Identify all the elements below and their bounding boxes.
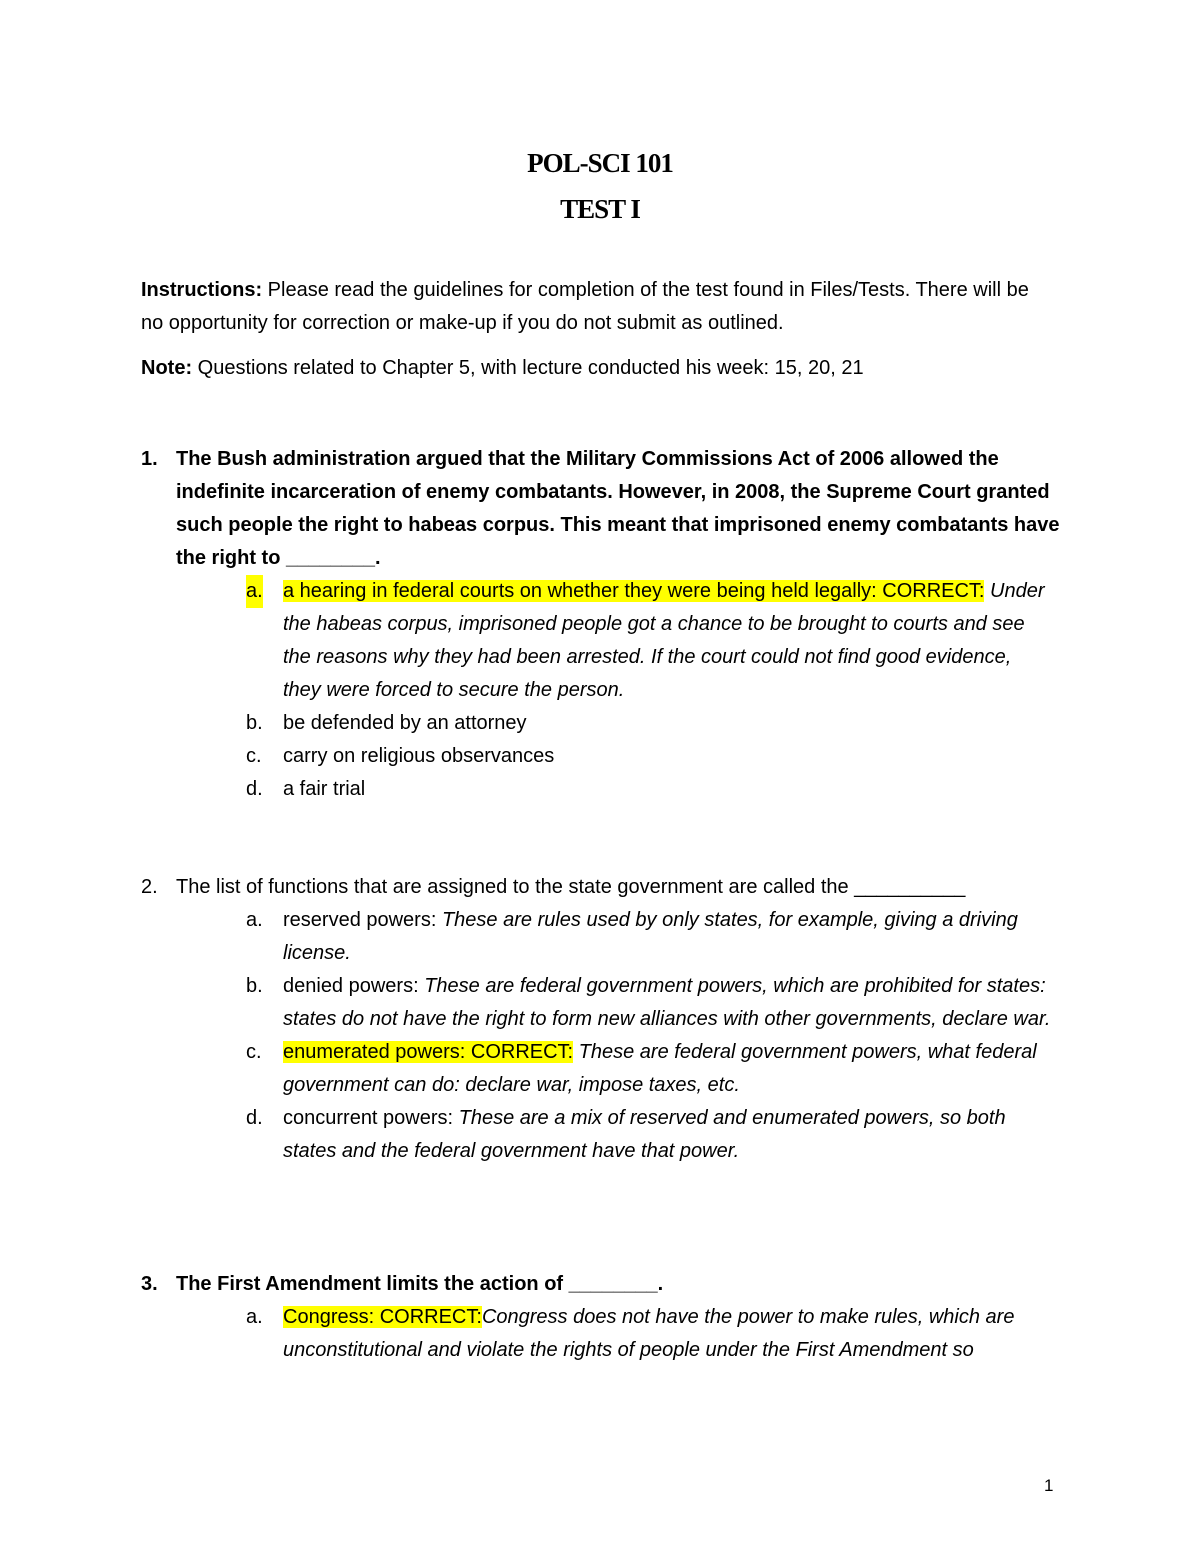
option-explanation: These are rules used by only states, for example, giving a driving license. [283,909,1018,964]
note-paragraph [141,352,1051,385]
option-answer-correct: a hearing in federal courts on whether they were being held legally: CORRECT: [283,580,985,602]
page-number: 1 [1044,1476,1054,1495]
instructions-text: Please read the guidelines for completion of the test found in Files/Tests. There will be no opportunity for correction or make-up if you do not submit as outlined. [141,279,1029,334]
option-answer-correct: Congress: CORRECT: [283,1306,482,1328]
question-number: 3. [141,1273,158,1295]
question-stem [141,1268,1061,1301]
question-text: The Bush administration argued that the Military Commissions Act of 2006 allowed the indefinite incarceration of enemy combatants. However, in 2008, the Supreme Court granted such people the right to habeas corpus. This meant that imprisoned enemy combatants have the right to ________. [176,448,1060,569]
answer-option-d [141,773,1061,806]
option-letter: c. [246,745,262,767]
question-text: The list of functions that are assigned to the state government are called the __________ [176,876,966,898]
option-letter: b. [246,712,263,734]
option-answer: carry on religious observances [283,745,555,767]
question-text: The First Amendment limits the action of ________. [176,1273,664,1295]
note-label: Note: [141,357,193,379]
answer-option-b [141,707,1061,740]
option-letter: a. [246,575,263,608]
option-letter: d. [246,778,263,800]
option-explanation: These are federal government powers, which are prohibited for states: states do not have the right to form new alliances with other governments, declare war. [283,975,1051,1030]
answer-option-d [141,1102,1061,1168]
option-letter: b. [246,975,263,997]
option-letter: a. [246,909,263,931]
option-explanation: Under the habeas corpus, imprisoned people got a chance to be brought to courts and see the reasons why they had been arrested. If the court could not find good evidence, they were forced to secure the person. [283,580,1045,701]
option-answer: reserved powers: [283,909,437,931]
question-number: 2. [141,876,158,898]
option-answer: a fair trial [283,778,366,800]
answer-options [141,575,1061,806]
option-answer: concurrent powers: [283,1107,454,1129]
answer-option-c [141,740,1061,773]
question-number: 1. [141,448,158,470]
instructions-label: Instructions: [141,279,263,301]
option-answer: be defended by an attorney [283,712,527,734]
option-explanation: These are federal government powers, what federal government can do: declare war, impose taxes, etc. [283,1041,1037,1096]
question-1 [141,443,1061,806]
answer-option-a [141,575,1061,707]
test-title: TEST I [560,194,640,224]
option-answer-correct: enumerated powers: CORRECT: [283,1041,574,1063]
answer-option-a [141,1301,1061,1367]
option-letter: c. [246,1041,262,1063]
question-stem [141,443,1061,575]
answer-option-a [141,904,1061,970]
answer-options [141,1301,1061,1367]
option-explanation: These are a mix of reserved and enumerated powers, so both states and the federal government have that power. [283,1107,1006,1162]
course-title: POL-SCI 101 [527,148,673,178]
question-stem [141,871,1061,904]
answer-options [141,904,1061,1168]
document-title [0,140,1200,232]
note-text: Questions related to Chapter 5, with lecture conducted his week: 15, 20, 21 [192,357,864,379]
question-3 [141,1268,1061,1367]
answer-option-c [141,1036,1061,1102]
question-2 [141,871,1061,1168]
option-explanation: Congress does not have the power to make rules, which are unconstitutional and violate the rights of people under the First Amendment so [283,1306,1015,1361]
instructions-paragraph [141,274,1051,340]
option-answer: denied powers: [283,975,419,997]
option-letter: d. [246,1107,263,1129]
option-letter: a. [246,1306,263,1328]
answer-option-b [141,970,1061,1036]
